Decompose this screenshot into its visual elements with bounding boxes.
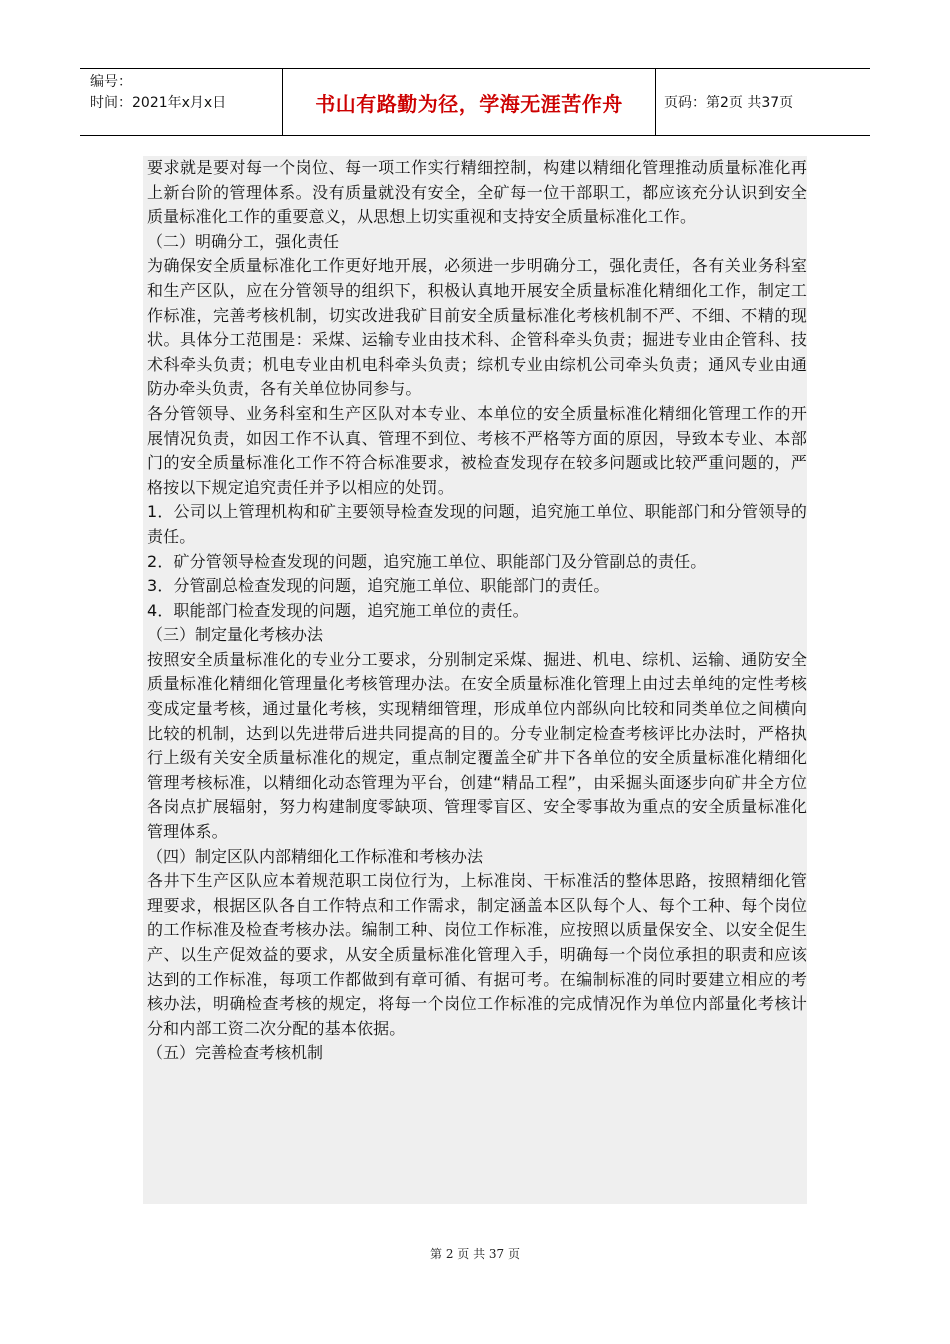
- document-header: [80, 68, 870, 136]
- body-paragraph: 4．职能部门检查发现的问题，追究施工单位的责任。: [147, 600, 529, 620]
- section-heading: （五）完善检查考核机制: [147, 1043, 324, 1063]
- document-time-label: 时间：2021年x月x日: [90, 95, 227, 111]
- body-paragraph: 按照安全质量标准化的专业分工要求，分别制定采煤、掘进、机电、综机、运输、通防安全质量标准化精细化管理量化考核管理办法。在安全质量标准化管理上由过去单纯的定性考核变成定量考核，通过量化考核，实现精细管理，形成单位内部纵向比较和同类单位之间横向比较的机制，达到以先进带后进共同提高的目的。分专业制定检查考核评比办法时，严格执行上级有关安全质量标准化的规定，重点制定覆盖全矿井下各单位的安全质量标准化精细化管理考核标准，以精细化动态管理为平台，创建“精品工程”，由采掘头面逐步向矿井全方位各岗点扩展辐射，努力构建制度零缺项、管理零盲区、安全零事故为重点的安全质量标准化管理体系。: [147, 649, 807, 842]
- body-paragraph: 2．矿分管领导检查发现的问题，追究施工单位、职能部门及分管副总的责任。: [147, 551, 707, 571]
- body-paragraph: 各井下生产区队应本着规范职工岗位行为，上标准岗、干标准活的整体思路，按照精细化管理要求，根据区队各自工作特点和工作需求，制定涵盖本区队每个人、每个工种、每个岗位的工作标准及检查考核办法。编制工种、岗位工作标准，应按照以质量保安全、以安全促生产、以生产促效益的要求，从安全质量标准化管理入手，明确每一个岗位承担的职责和应该达到的工作标准，每项工作都做到有章可循、有据可考。在编制标准的同时要建立相应的考核办法，明确检查考核的规定，将每一个岗位工作标准的完成情况作为单位内部量化考核计分和内部工资二次分配的基本依据。: [147, 871, 807, 1038]
- document-body: [143, 156, 807, 1204]
- document-number-label: 编号：: [90, 74, 132, 90]
- section-heading: （二）明确分工，强化责任: [147, 231, 340, 251]
- body-paragraph: 3．分管副总检查发现的问题，追究施工单位、职能部门的责任。: [147, 576, 610, 596]
- body-paragraph: 要求就是要对每一个岗位、每一项工作实行精细控制，构建以精细化管理推动质量标准化再上新台阶的管理体系。没有质量就没有安全，全矿每一位干部职工，都应该充分认识到安全质量标准化工作的重要意义，从思想上切实重视和支持安全质量标准化工作。: [147, 158, 807, 227]
- header-motto: 书山有路勤为径，学海无涯苦作舟: [315, 91, 623, 116]
- page-footer: 第 2 页 共 37 页: [430, 1247, 520, 1261]
- body-paragraph: 1．公司以上管理机构和矿主要领导检查发现的问题，追究施工单位、职能部门和分管领导的责任。: [147, 502, 807, 546]
- header-motto-cell: [283, 69, 656, 135]
- body-paragraph: 为确保安全质量标准化工作更好地开展，必须进一步明确分工，强化责任，各有关业务科室和生产区队，应在分管领导的组织下，积极认真地开展安全质量标准化精细化工作，制定工作标准，完善考核机制，切实改进我矿目前安全质量标准化考核机制不严、不细、不精的现状。具体分工范围是：采煤、运输专业由技术科、企管科牵头负责；掘进专业由企管科、技术科牵头负责；机电专业由机电科牵头负责；综机专业由综机公司牵头负责；通风专业由通防办牵头负责，各有关单位协同参与。: [147, 256, 807, 399]
- header-meta-cell: [80, 69, 283, 135]
- body-paragraph: 各分管领导、业务科室和生产区队对本专业、本单位的安全质量标准化精细化管理工作的开展情况负责，如因工作不认真、管理不到位、考核不严格等方面的原因，导致本专业、本部门的安全质量标准化工作不符合标准要求，被检查发现存在较多问题或比较严重问题的，严格按以下规定追究责任并予以相应的处罚。: [147, 403, 807, 497]
- section-heading: （四）制定区队内部精细化工作标准和考核办法: [147, 846, 484, 866]
- header-page-info: 页码：第2页 共37页: [664, 95, 794, 111]
- section-heading: （三）制定量化考核办法: [147, 625, 324, 645]
- header-page-cell: [656, 69, 870, 135]
